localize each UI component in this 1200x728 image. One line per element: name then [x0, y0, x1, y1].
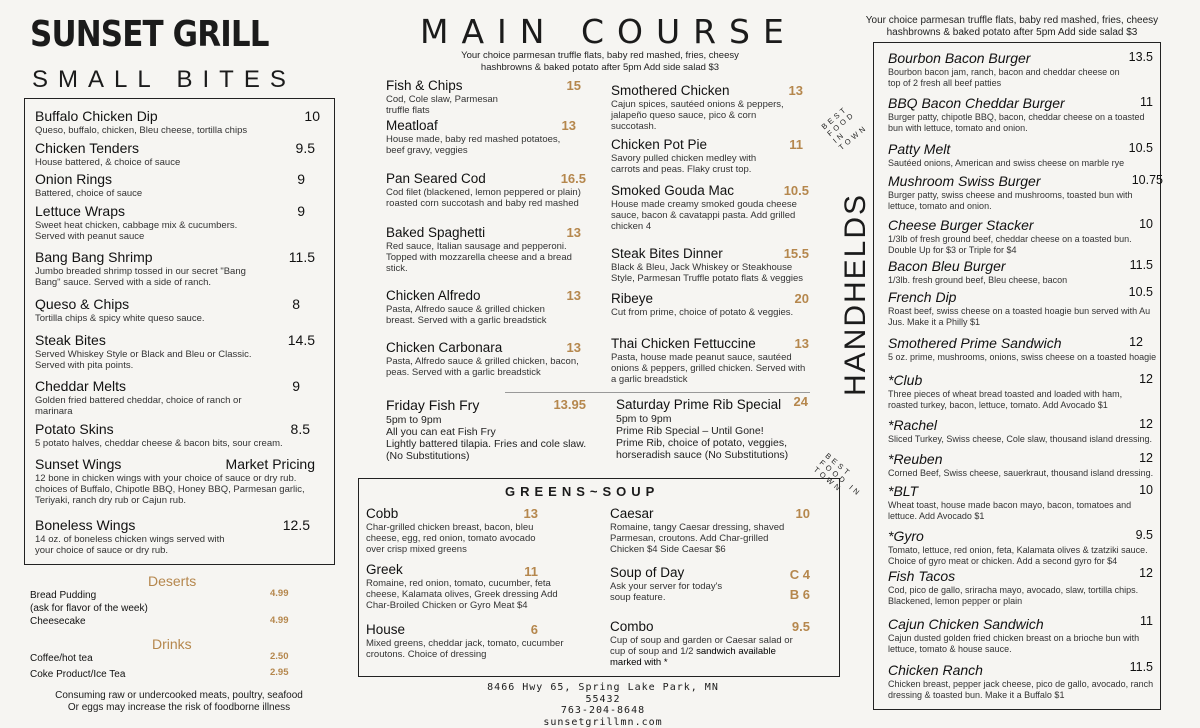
item-name: Fish Tacos [888, 568, 956, 584]
item-price: 11 [1140, 95, 1153, 109]
item-name: Meatloaf [386, 118, 438, 133]
subtitle-line: Your choice parmesan truffle flats, baby red mashed, fries, cheesy [865, 15, 1159, 26]
item-desc: 5pm to 9pm All you can eat Fish Fry Lightly battered tilapia. Fries and cole slaw. (No Substitutions) [386, 414, 587, 462]
item-name: Chicken Alfredo [386, 288, 481, 303]
main-course-title: MAIN COURSE [420, 12, 797, 51]
item-name: Chicken Carbonara [386, 340, 503, 355]
item-desc: Burger patty, swiss cheese and mushrooms, toasted bun with lettuce, tomato and onion. [888, 190, 1133, 211]
small-bites-title: SMALL BITES [32, 66, 296, 93]
item-desc: Wheat toast, house made bacon mayo, bacon, tomatoes and lettuce. Add Avocado $1 [888, 500, 1132, 521]
item-name: Sunset Wings [35, 456, 122, 472]
item-name: Baked Spaghetti [386, 225, 486, 240]
item-desc: Cod, pico de gallo, sriracha mayo, avocado, slaw, tortilla chips. Blackened, lemon pepper or plain [888, 585, 1139, 606]
menu-item [888, 173, 1163, 211]
item-price: 12 [1139, 451, 1153, 465]
item-name: *BLT [888, 483, 919, 499]
menu-item [386, 78, 581, 116]
menu-item [888, 451, 1153, 479]
menu-item [366, 506, 538, 555]
item-price: 24 [793, 394, 808, 409]
item-name: Bang Bang Shrimp [35, 249, 153, 265]
item-price: 12 [1129, 335, 1143, 349]
menu-item [35, 203, 320, 242]
item-name: Queso & Chips [35, 296, 130, 312]
item-price: 15 [566, 78, 581, 93]
menu-item [610, 506, 810, 555]
item-price: 13 [561, 118, 576, 133]
menu-item [888, 483, 1153, 521]
item-name: French Dip [888, 289, 957, 305]
menu-item [611, 246, 809, 284]
subtitle-line: hashbrowns & baked potato after 5pm Add side salad $3 [886, 27, 1138, 38]
item-desc: Sautéed onions, American and swiss cheese on marble rye [888, 158, 1125, 168]
item-desc: Jumbo breaded shrimp tossed in our secret "Bang Bang" sauce. Served with a side of ranch. [35, 266, 246, 288]
item-desc: Char-grilled chicken breast, bacon, bleu cheese, egg, red onion, tomato avocado over crisp mixed greens [366, 522, 536, 555]
item-desc: 1/3lb of fresh ground beef, cheddar cheese on a toasted bun. Double Up for $3 or Triple for $4 [888, 234, 1132, 255]
item-name: Steak Bites Dinner [611, 246, 723, 261]
disclaimer [24, 690, 334, 714]
item-name: Bourbon Bacon Burger [888, 50, 1031, 66]
item-name: Soup of Day [610, 565, 685, 580]
item-name: Ribeye [611, 291, 654, 306]
menu-item [888, 417, 1153, 445]
item-name: *Club [888, 372, 923, 388]
item-name: Fish & Chips [386, 78, 463, 93]
item-price: 10 [304, 108, 320, 124]
item-desc: Tortilla chips & spicy white queso sauce. [35, 313, 205, 324]
menu-item [610, 619, 810, 668]
item-price: 10.75 [1131, 173, 1163, 187]
menu-item [386, 171, 586, 209]
menu-item [610, 565, 810, 603]
ring-decoration [810, 76, 870, 499]
item-desc: 1/3lb. fresh ground beef, Bleu cheese, bacon [888, 275, 1068, 285]
menu-item [888, 217, 1153, 255]
menu-item [366, 622, 564, 660]
item-desc: Bourbon bacon jam, ranch, bacon and cheddar cheese on top of 2 fresh all beef patties [888, 67, 1120, 88]
item-desc: Ask your server for today's soup feature. [610, 581, 723, 603]
item-desc: House made creamy smoked gouda cheese sauce, bacon & cavatappi pasta. Add grilled chicken 4 [611, 199, 797, 232]
contact-block [478, 682, 728, 728]
ring-text: BEST FOOD IN TOWN [811, 451, 864, 499]
item-price: 13 [788, 83, 803, 98]
item-desc: 12 bone in chicken wings with your choice of sauce or dry rub. choices of Buffalo, Chipotle BBQ, Honey BBQ, Parmesan garlic, Teriyaki, ranch dry rub or Cajun rub. [35, 473, 305, 506]
item-desc: Burger patty, chipotle BBQ, bacon, cheddar cheese on a toasted bun with lettuce, tomato and onion. [888, 112, 1145, 133]
item-price: 9 [292, 378, 300, 394]
item-desc: Mixed greens, cheddar jack, tomato, cucumber croutons. Choice of dressing [366, 638, 564, 660]
item-name: Chicken Ranch [888, 662, 983, 678]
item-desc: Cajun dusted golden fried chicken breast on a brioche bun with lettuce, tomato & house sauce. [888, 633, 1140, 654]
menu-item [888, 528, 1153, 566]
item-name: Caesar [610, 506, 654, 521]
item-desc: 5 potato halves, cheddar cheese & bacon bits, sour cream. [35, 438, 283, 449]
special-item [386, 397, 586, 462]
item-desc: Roast beef, swiss cheese on a toasted hoagie bun served with Au Jus. Make it a Philly $1 [888, 306, 1151, 327]
item-desc: Queso, buffalo, chicken, Bleu cheese, tortilla chips [35, 125, 248, 136]
item-price: 10.5 [1128, 285, 1153, 299]
item-price: 16.5 [560, 171, 586, 186]
desc-text: Cup of soup and garden or Caesar salad or cup of soup and 1/2 [610, 635, 793, 657]
item-price: 14.5 [287, 332, 315, 348]
item-price: Market Pricing [225, 456, 315, 472]
item-price: 9 [297, 171, 305, 187]
menu-item [888, 568, 1153, 606]
item-desc: Pasta, Alfredo sauce & grilled chicken, bacon, peas. Served with a garlic breadstick [386, 356, 579, 378]
item-price: 12 [1139, 417, 1153, 431]
item-desc: Romaine, red onion, tomato, cucumber, feta cheese, Kalamata olives, Greek dressing Add Char-Broiled Chicken or Gyro Meat $4 [366, 578, 558, 611]
menu-item [35, 517, 320, 556]
drink-item-price: 2.50 [270, 651, 289, 662]
item-name: Thai Chicken Fettuccine [611, 336, 756, 351]
item-price: 10.5 [1128, 141, 1153, 155]
item-name: Steak Bites [35, 332, 106, 348]
item-desc: Savory pulled chicken medley with carrots and peas. Flaky crust top. [611, 153, 757, 175]
item-name: Mushroom Swiss Burger [888, 173, 1041, 189]
item-price: 10 [1139, 483, 1153, 497]
item-desc: Sweet heat chicken, cabbage mix & cucumbers. Served with peanut sauce [35, 220, 238, 242]
menu-item [35, 378, 320, 417]
desert-item-name: Cheesecake [30, 616, 86, 627]
item-name: Lettuce Wraps [35, 203, 126, 219]
desert-item-name: Bread Pudding [30, 590, 97, 601]
item-price: 12 [1139, 566, 1153, 580]
menu-item [35, 332, 320, 371]
menu-item [611, 183, 809, 232]
item-desc: Red sauce, Italian sausage and pepperoni. Topped with mozzarella cheese and a bread stick. [386, 241, 572, 274]
item-name: Greek [366, 562, 403, 577]
drink-item-price: 2.95 [270, 667, 289, 678]
brand-title: SUNSET GRILL [30, 14, 269, 55]
menu-item [888, 372, 1153, 410]
item-price-bowl: B 6 [789, 587, 810, 602]
item-price: 13.95 [553, 397, 586, 412]
item-price: 11.5 [288, 249, 315, 265]
item-name: *Rachel [888, 417, 938, 433]
item-name: Boneless Wings [35, 517, 136, 533]
item-desc: Sliced Turkey, Swiss cheese, Cole slaw, thousand island dressing. [888, 434, 1152, 444]
website-link[interactable]: sunsetgrillmn.com [543, 716, 663, 728]
menu-item [611, 291, 809, 318]
drink-item-name: Coffee/hot tea [30, 653, 93, 664]
phone[interactable]: 763-204-8648 [560, 705, 646, 716]
item-desc: Tomato, lettuce, red onion, feta, Kalamata olives & tzatziki sauce. Choice of gyro meat or chicken. Add a second gyro for $4 [888, 545, 1148, 566]
item-name: Cobb [366, 506, 399, 521]
item-desc: Cod filet (blackened, lemon peppered or plain) roasted corn succotash and baby red mashed [386, 187, 581, 209]
item-price: 9.5 [1135, 528, 1153, 542]
item-name: Chicken Pot Pie [611, 137, 708, 152]
main-course-subtitle [430, 50, 770, 74]
menu-item [888, 258, 1153, 286]
item-price: 13.5 [1128, 50, 1153, 64]
item-desc: Three pieces of wheat bread toasted and loaded with ham, roasted turkey, bacon, lettuce, tomato. Add Avocado $1 [888, 389, 1123, 410]
item-desc: Cajun spices, sautéed onions & peppers, jalapeño queso sauce, pico & corn succotash. [611, 99, 784, 132]
menu-item [35, 456, 320, 506]
item-name: Smothered Chicken [611, 83, 730, 98]
menu-item [611, 336, 809, 385]
menu-item [386, 118, 581, 156]
special-item [616, 394, 808, 461]
item-desc: Corned Beef, Swiss cheese, sauerkraut, thousand island dressing. [888, 468, 1154, 478]
disclaimer-line: Consuming raw or undercooked meats, poultry, seafood [55, 690, 303, 701]
item-name: Cheese Burger Stacker [888, 217, 1034, 233]
menu-item [386, 340, 581, 378]
desert-item-note: (ask for flavor of the week) [30, 603, 148, 614]
menu-item [888, 50, 1153, 88]
item-name: Chicken Tenders [35, 140, 140, 156]
divider [505, 392, 810, 393]
item-price: 10 [1139, 217, 1153, 231]
item-name: Combo [610, 619, 654, 634]
item-name: Cajun Chicken Sandwich [888, 616, 1044, 632]
item-name: Onion Rings [35, 171, 113, 187]
item-price: 20 [794, 291, 809, 306]
item-desc: House made, baby red mashed potatoes, beef gravy, veggies [386, 134, 561, 156]
item-desc: Pasta, Alfredo sauce & grilled chicken breast. Served with a garlic breadstick [386, 304, 547, 326]
menu-item [35, 421, 320, 449]
menu-item [386, 288, 581, 326]
item-desc: Pasta, house made peanut sauce, sautéed onions & peppers, grilled chicken. Served with a garlic breadstick [611, 352, 806, 385]
subtitle-line: Your choice parmesan truffle flats, baby red mashed, fries, cheesy [461, 50, 739, 61]
desert-item-price: 4.99 [270, 615, 289, 626]
drink-item-name: Coke Product/Ice Tea [30, 669, 126, 680]
item-price: 13 [566, 225, 581, 240]
menu-item [366, 562, 558, 611]
item-desc: 14 oz. of boneless chicken wings served with your choice of sauce or dry rub. [35, 534, 225, 556]
item-name: Bacon Bleu Burger [888, 258, 1006, 274]
menu-item [35, 249, 320, 288]
item-name: *Reuben [888, 451, 943, 467]
item-price: 15.5 [783, 246, 809, 261]
handhelds-title: HANDHELDS [839, 192, 872, 396]
item-price: 11 [1140, 614, 1153, 628]
item-price: 11 [789, 137, 803, 152]
disclaimer-line: Or eggs may increase the risk of foodborne illness [67, 702, 291, 713]
menu-item [611, 83, 803, 132]
item-price: 12 [1139, 372, 1153, 386]
item-name: Friday Fish Fry [386, 397, 480, 413]
menu-item [888, 141, 1153, 169]
menu-item [35, 296, 320, 324]
item-price: 9 [297, 203, 305, 219]
menu-item [888, 335, 1157, 363]
menu-item [888, 285, 1153, 327]
item-desc: Cut from prime, choice of potato & veggies. [611, 307, 794, 318]
item-desc: 5pm to 9pm Prime Rib Special – Until Gone! Prime Rib, choice of potato, veggies, horseradish sauce (No Substitutions) [616, 413, 789, 461]
deserts-title: Deserts [148, 573, 197, 589]
menu-item [888, 616, 1153, 654]
item-price: 8 [292, 296, 300, 312]
menu-item [611, 137, 803, 175]
item-desc: Black & Bleu, Jack Whiskey or Steakhouse Style, Parmesan Truffle potato flats & veggies [611, 262, 804, 284]
item-price: 9.5 [295, 140, 315, 156]
item-name: Smothered Prime Sandwich [888, 335, 1062, 351]
menu-item [888, 95, 1153, 133]
desert-item-price: 4.99 [270, 588, 289, 599]
desc-emphasis: sandwich available [696, 646, 776, 657]
item-desc: House battered, & choice of sauce [35, 157, 181, 168]
item-name: BBQ Bacon Cheddar Burger [888, 95, 1065, 111]
item-name: *Gyro [888, 528, 924, 544]
item-desc: Chicken breast, pepper jack cheese, pico de gallo, avocado, ranch dressing & toasted bun. Make it a Buffalo $1 [888, 679, 1154, 700]
drinks-title: Drinks [152, 636, 192, 652]
item-desc: 5 oz. prime, mushrooms, onions, swiss cheese on a toasted hoagie [888, 352, 1157, 362]
handhelds-subtitle [862, 15, 1162, 39]
item-desc: Battered, choice of sauce [35, 188, 143, 199]
item-price: 13 [566, 288, 581, 303]
item-name: Patty Melt [888, 141, 951, 157]
item-price: 12.5 [282, 517, 310, 533]
subtitle-line: hashbrowns & baked potato after 5pm Add side salad $3 [480, 62, 720, 73]
item-name: Cheddar Melts [35, 378, 127, 394]
item-name: Potato Skins [35, 421, 114, 437]
item-price: 13 [566, 340, 581, 355]
item-desc: Golden fried battered cheddar, choice of ranch or marinara [35, 395, 242, 417]
desc-text: marked with * [610, 657, 668, 668]
address: 8466 Hwy 65, Spring Lake Park, MN 55432 [487, 682, 719, 705]
ring-text: BEST FOOD IN TOWN [819, 104, 870, 152]
item-name: Pan Seared Cod [386, 171, 486, 186]
item-name: House [366, 622, 406, 637]
item-desc: Cod, Cole slaw, Parmesan truffle flats [386, 94, 498, 116]
item-price-cup: C 4 [789, 567, 810, 582]
item-price: 11.5 [1129, 660, 1153, 674]
menu-item [35, 108, 320, 136]
menu-item [35, 171, 320, 199]
item-price: 10.5 [783, 183, 809, 198]
menu-item [386, 225, 581, 274]
item-price: 6 [530, 622, 538, 637]
item-name: Saturday Prime Rib Special [616, 397, 782, 412]
item-desc: Romaine, tangy Caesar dressing, shaved Parmesan, croutons. Add Char-grilled Chicken $4 Side Caesar $6 [610, 522, 785, 555]
item-price: 11 [524, 564, 538, 579]
item-price: 11.5 [1129, 258, 1153, 272]
item-desc: Served Whiskey Style or Black and Bleu or Classic. Served with pita points. [35, 349, 252, 371]
item-price: 9.5 [791, 619, 810, 634]
item-price: 10 [795, 506, 810, 521]
menu-item [888, 662, 1153, 700]
item-desc [610, 635, 810, 668]
menu-item [35, 140, 320, 168]
item-name: Smoked Gouda Mac [611, 183, 735, 198]
item-name: Buffalo Chicken Dip [35, 108, 158, 124]
greens-soup-title: GREENS~SOUP [505, 484, 660, 499]
item-price: 13 [794, 336, 809, 351]
item-price: 13 [523, 506, 538, 521]
item-price: 8.5 [290, 421, 310, 437]
